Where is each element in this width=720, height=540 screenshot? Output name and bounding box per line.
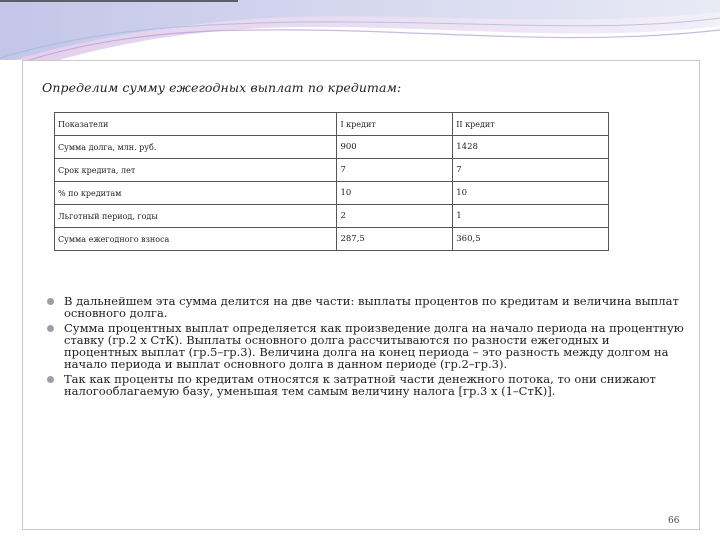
table-cell: 7	[337, 159, 453, 182]
table-cell: 900	[337, 136, 453, 159]
bullet-item: Сумма процентных выплат определяется как произведение долга на начало периода на процентную ставку (гр.2 х CтК). Выплаты основного долга рассчитываются по разности ежегодных и процентных выплат (гр.5–гр.3). Величина долга на конец периода – это разность между долгом на начало периода и выплат основного долга в данном периоде (гр.2–гр.3).	[46, 322, 686, 371]
table-cell: Льготный период, годы	[55, 205, 337, 228]
bullet-item: В дальнейшем эта сумма делится на две части: выплаты процентов по кредитам и величина выплат основного долга.	[46, 295, 686, 320]
table-cell: 10	[337, 182, 453, 205]
table-cell: % по кредитам	[55, 182, 337, 205]
table-row	[55, 182, 609, 205]
table-cell: 1	[453, 205, 609, 228]
table-cell: Срок кредита, лет	[55, 159, 337, 182]
credits-table	[54, 112, 609, 251]
table-header-row	[55, 113, 609, 136]
bullet-list	[46, 295, 686, 399]
table-header-cell: I кредит	[337, 113, 453, 136]
table-row	[55, 159, 609, 182]
table-cell: 360,5	[453, 228, 609, 251]
header-decoration	[0, 0, 720, 60]
table-cell: 7	[453, 159, 609, 182]
slide-heading: Определим сумму ежегодных выплат по кредитам:	[42, 80, 402, 95]
table-cell: 2	[337, 205, 453, 228]
table-cell: Сумма ежегодного взноса	[55, 228, 337, 251]
table-cell: 287,5	[337, 228, 453, 251]
table-row	[55, 205, 609, 228]
bullet-item: Так как проценты по кредитам относятся к затратной части денежного потока, то они снижают налогооблагаемую базу, уменьшая тем самым величину налога [гр.3 х (1–CтК)].	[46, 373, 686, 398]
table-row	[55, 136, 609, 159]
table-cell: 1428	[453, 136, 609, 159]
table-cell: 10	[453, 182, 609, 205]
page-number: 66	[668, 516, 680, 526]
table-cell: Сумма долга, млн. руб.	[55, 136, 337, 159]
table-row	[55, 228, 609, 251]
table-header-cell: Показатели	[55, 113, 337, 136]
table-header-cell: II кредит	[453, 113, 609, 136]
